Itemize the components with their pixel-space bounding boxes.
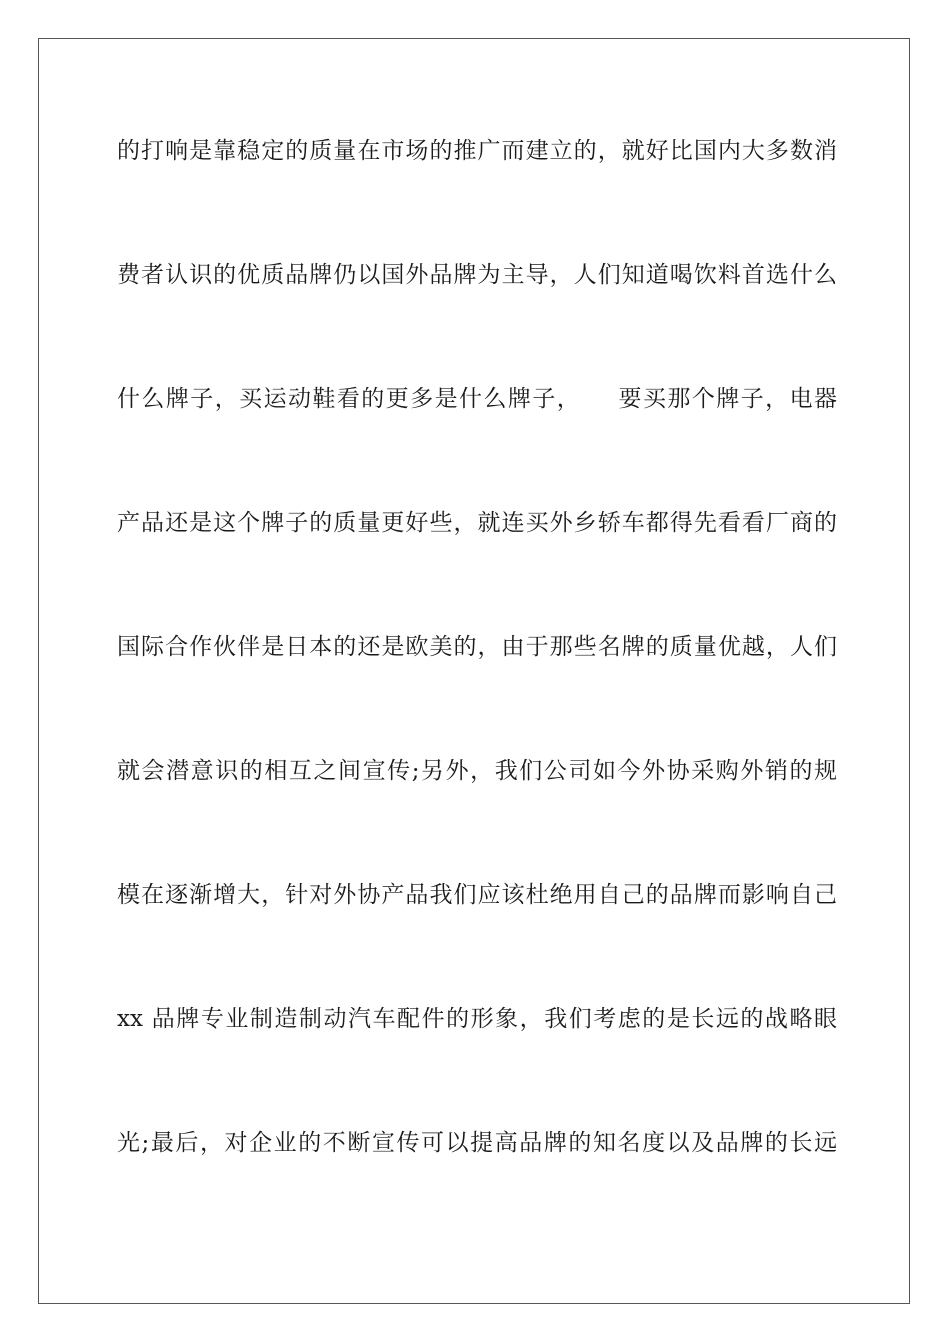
body-text-line: 的打响是靠稳定的质量在市场的推广而建立的，就好比国内大多数消	[117, 138, 837, 164]
body-text-line: 模在逐渐增大，针对外协产品我们应该杜绝用自己的品牌而影响自己	[117, 882, 837, 908]
body-text-line: 什么牌子，买运动鞋看的更多是什么牌子， 要买那个牌子，电器	[117, 386, 837, 412]
body-text-line: 国际合作伙伴是日本的还是欧美的，由于那些名牌的质量优越，人们	[117, 634, 837, 660]
body-text-line: 产品还是这个牌子的质量更好些，就连买外乡轿车都得先看看厂商的	[117, 510, 837, 536]
page-frame	[38, 38, 910, 1304]
body-text-line: xx 品牌专业制造制动汽车配件的形象，我们考虑的是长远的战略眼	[117, 1006, 837, 1032]
body-text-line: 光;最后，对企业的不断宣传可以提高品牌的知名度以及品牌的长远	[117, 1130, 837, 1156]
body-text-line: 费者认识的优质品牌仍以国外品牌为主导，人们知道喝饮料首选什么	[117, 262, 837, 288]
body-text-line: 就会潜意识的相互之间宣传;另外，我们公司如今外协采购外销的规	[117, 758, 837, 784]
